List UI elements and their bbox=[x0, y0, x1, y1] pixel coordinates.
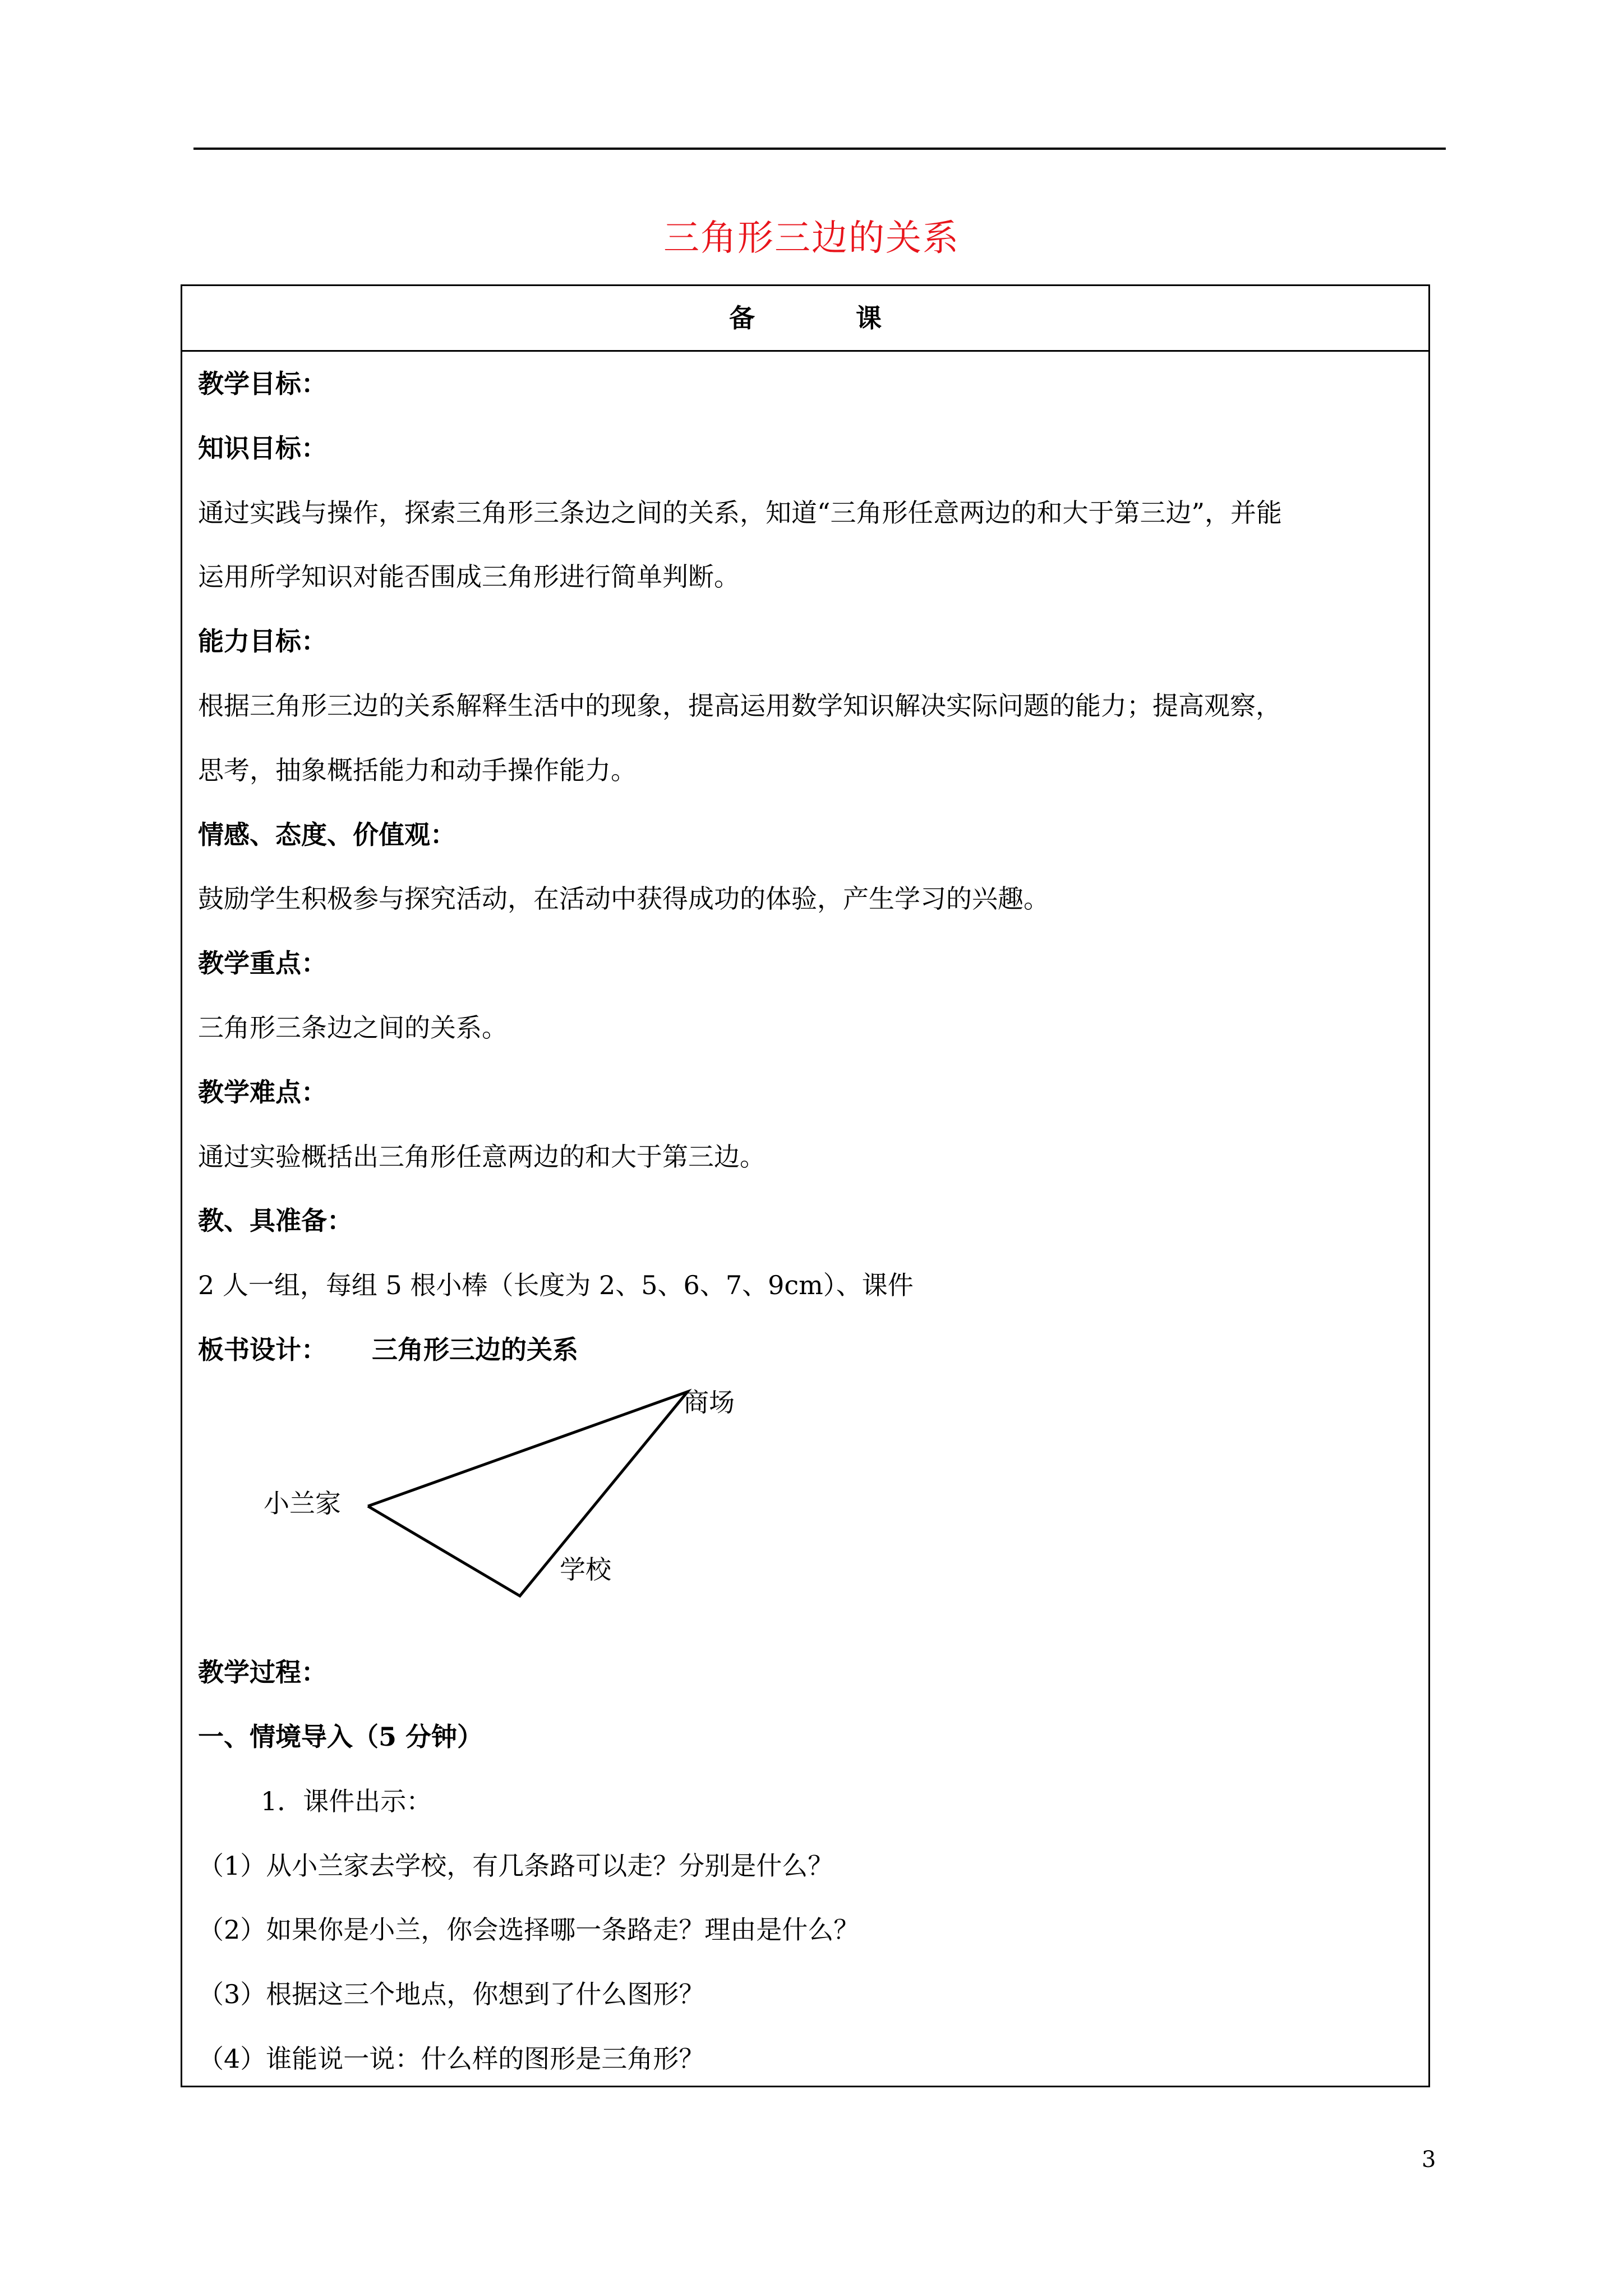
knowledge-objectives-text-2: 运用所学知识对能否围成三角形进行简单判断。 bbox=[198, 562, 740, 592]
page-number: 3 bbox=[1422, 2147, 1436, 2173]
teaching-process-heading: 教学过程： bbox=[198, 1657, 327, 1687]
ability-objectives-heading: 能力目标： bbox=[198, 626, 327, 656]
board-design-line bbox=[198, 1333, 578, 1366]
board-design-title: 三角形三边的关系 bbox=[372, 1335, 578, 1365]
question-1: （1）从小兰家去学校，有几条路可以走？分别是什么？ bbox=[198, 1851, 834, 1881]
ability-objectives-text-1: 根据三角形三边的关系解释生活中的现象，提高运用数学知识解决实际问题的能力；提高观察， bbox=[198, 691, 1281, 721]
courseware-show: 1．课件出示： bbox=[261, 1786, 432, 1816]
emotion-values-text: 鼓励学生积极参与探究活动，在活动中获得成功的体验，产生学习的兴趣。 bbox=[198, 884, 1049, 914]
key-points-heading: 教学重点： bbox=[198, 948, 327, 978]
question-3: （3）根据这三个地点，你想到了什么图形？ bbox=[198, 1979, 705, 2009]
ability-objectives-text-2: 思考，抽象概括能力和动手操作能力。 bbox=[198, 755, 637, 785]
knowledge-objectives-heading: 知识目标： bbox=[198, 433, 327, 463]
document-title: 三角形三边的关系 bbox=[663, 218, 960, 259]
question-2: （2）如果你是小兰，你会选择哪一条路走？理由是什么？ bbox=[198, 1915, 860, 1945]
difficult-points-text: 通过实验概括出三角形任意两边的和大于第三边。 bbox=[198, 1142, 766, 1172]
question-4: （4）谁能说一说：什么样的图形是三角形？ bbox=[198, 2044, 705, 2074]
knowledge-objectives-text-1: 通过实践与操作，探索三角形三条边之间的关系，知道“三角形任意两边的和大于第三边”，并能 bbox=[198, 498, 1283, 528]
section-header: 备课 bbox=[182, 286, 1428, 352]
section-intro-heading: 一、情境导入（5 分钟） bbox=[198, 1722, 483, 1752]
board-design-heading: 板书设计： bbox=[198, 1335, 327, 1365]
difficult-points-heading: 教学难点： bbox=[198, 1077, 327, 1107]
emotion-values-heading: 情感、态度、价值观： bbox=[198, 820, 456, 850]
label-mall: 商场 bbox=[683, 1387, 735, 1418]
header-rule bbox=[193, 148, 1446, 150]
label-xiaolan-home: 小兰家 bbox=[264, 1488, 341, 1519]
lesson-table bbox=[181, 284, 1430, 2087]
materials-text: 2 人一组，每组 5 根小棒（长度为 2、5、6、7、9cm）、课件 bbox=[198, 1270, 914, 1300]
label-school: 学校 bbox=[560, 1554, 611, 1585]
key-points-text: 三角形三条边之间的关系。 bbox=[198, 1013, 508, 1043]
teaching-objectives-heading: 教学目标： bbox=[198, 369, 327, 399]
triangle-diagram bbox=[241, 1363, 791, 1627]
materials-heading: 教、具准备： bbox=[198, 1205, 353, 1236]
